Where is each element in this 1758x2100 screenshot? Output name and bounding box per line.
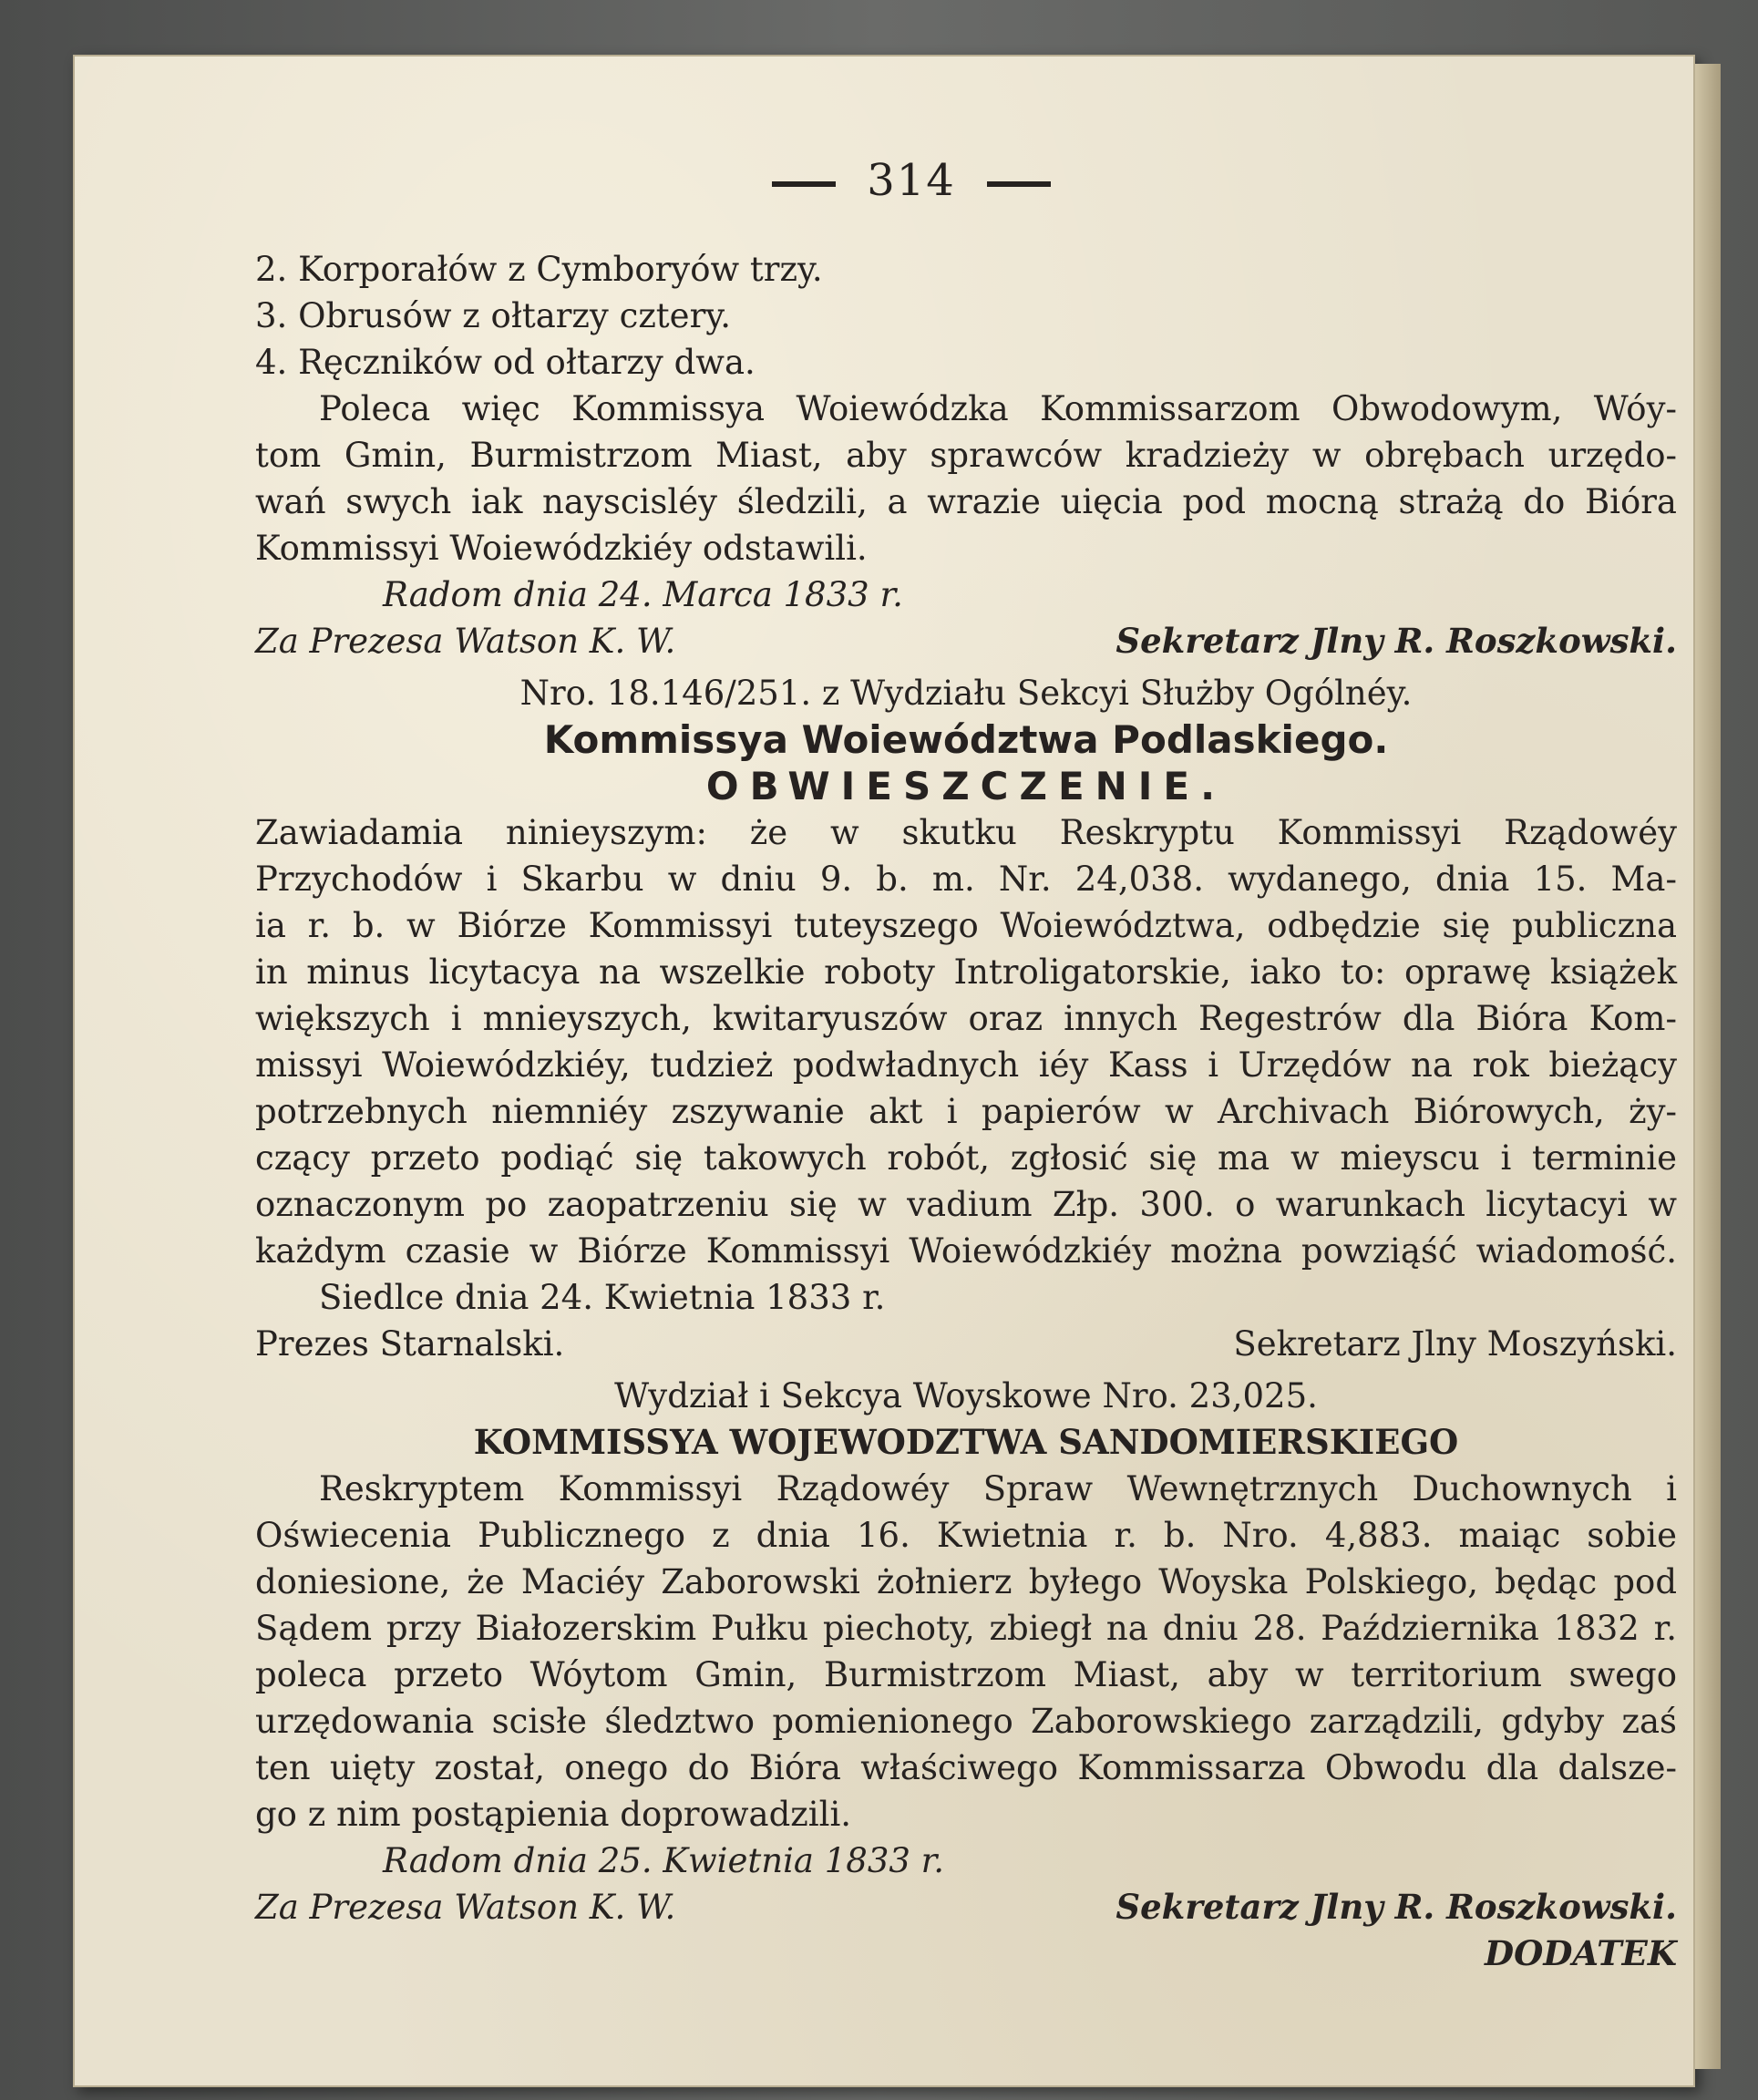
catchword: DODATEK (1485, 1933, 1677, 1973)
page-text (255, 118, 1677, 1977)
signature-right: Sekretarz Jlny R. Roszkowski. (1115, 621, 1677, 661)
list-item: 3. Obrusów z ołtarzy cztery. (255, 296, 732, 335)
folio-dash-right (987, 181, 1051, 187)
paragraph-line: doniesione, że Maciéy Zaborowski żołnierz byłego Woyska Polskiego, będąc pod (255, 1562, 1677, 1601)
paragraph-line: każdym czasie w Biórze Kommissyi Woiewódzkiéy można powziąść wiadomość. (255, 1231, 1677, 1271)
paragraph-line: oznaczonym po zaopatrzeniu się w vadium Złp. 300. o warunkach licytacyi w (255, 1185, 1677, 1224)
signature-left: Prezes Starnalski. (255, 1324, 565, 1364)
paragraph-line: missyi Woiewódzkiéy, tudzież podwładnych iéy Kass i Urzędów na rok bieżący (255, 1045, 1677, 1085)
paragraph-line: Kommissyi Woiewódzkiéy odstawili. (255, 529, 868, 568)
paragraph-line: urzędowania scisłe śledztwo pomienionego Zaborowskiego zarządzili, gdyby zaś (255, 1702, 1677, 1741)
page-number: 314 (255, 155, 1677, 206)
signatures (255, 618, 1677, 664)
paragraph-line: Przychodów i Skarbu w dniu 9. b. m. Nr. 24,038. wydanego, dnia 15. Ma- (255, 860, 1677, 899)
paragraph-line: większych i mnieyszych, kwitaryuszów oraz innych Regestrów dla Bióra Kom- (255, 999, 1677, 1038)
paragraph-line: tom Gmin, Burmistrzom Miast, aby sprawców kradzieży w obrębach urzędo- (255, 436, 1677, 475)
signature-left: Za Prezesa Watson K. W. (255, 1888, 676, 1927)
notice-3 (255, 1373, 1677, 1977)
paragraph-line: in minus licytacya na wszelkie roboty Introligatorskie, iako to: oprawę książek (255, 952, 1677, 992)
notice-authority: KOMMISSYA WOJEWODZTWA SANDOMIERSKIEGO (473, 1422, 1459, 1462)
page-edge (1695, 64, 1721, 2069)
paragraph-line: poleca przeto Wóytom Gmin, Burmistrzom Miast, aby w territorium swego (255, 1655, 1677, 1694)
paragraph-line: ia r. b. w Biórze Kommissyi tuteyszego Woiewództwa, odbędzie się publiczna (255, 906, 1677, 945)
list-item: 2. Korporałów z Cymboryów trzy. (255, 250, 823, 289)
paragraph-line: ten uięty został, onego do Bióra właściwego Kommissarza Obwodu dla dalsze- (255, 1748, 1677, 1787)
signatures (255, 1884, 1677, 1930)
notice-heading: OBWIESZCZENIE. (705, 764, 1227, 808)
paragraph-line: go z nim postąpienia doprowadzili. (255, 1795, 852, 1834)
paragraph-line: Zawiadamia ninieyszym: że w skutku Reskryptu Kommissyi Rządowéy (255, 813, 1677, 852)
notice-date: Siedlce dnia 24. Kwietnia 1833 r. (319, 1278, 886, 1317)
book-page (73, 55, 1695, 2087)
notice-date: Radom dnia 24. Marca 1833 r. (383, 575, 903, 614)
signatures (255, 1321, 1677, 1367)
paragraph-line: wań swych iak nayscisléy śledzili, a wrazie uięcia pod mocną strażą do Bióra (255, 482, 1677, 521)
folio-dash-left (772, 181, 836, 187)
notice-reference: Nro. 18.146/251. z Wydziału Sekcyi Służby Ogólnéy. (519, 674, 1413, 713)
notice-2 (255, 670, 1677, 1367)
paragraph-line: Oświecenia Publicznego z dnia 16. Kwietnia r. b. Nro. 4,883. maiąc sobie (255, 1516, 1677, 1555)
paragraph-line: czący przeto podiąć się takowych robót, zgłosić się ma w mieyscu i terminie (255, 1138, 1677, 1178)
list (255, 246, 1677, 386)
notice-authority: Kommissya Woiewództwa Podlaskiego. (543, 717, 1389, 762)
paragraph-line: Reskryptem Kommissyi Rządowéy Spraw Wewnętrznych Duchownych i (319, 1469, 1677, 1508)
notice-reference: Wydział i Sekcya Woyskowe Nro. 23,025. (614, 1376, 1318, 1415)
paragraph-line: Sądem przy Białozerskim Pułku piechoty, zbiegł na dniu 28. Października 1832 r. (255, 1609, 1677, 1648)
notice-date: Radom dnia 25. Kwietnia 1833 r. (383, 1841, 945, 1880)
paragraph-line: potrzebnych niemniéy zszywanie akt i papierów w Archivach Biórowych, ży- (255, 1092, 1677, 1131)
notice-1 (255, 386, 1677, 664)
signature-left: Za Prezesa Watson K. W. (255, 622, 676, 661)
signature-right: Sekretarz Jlny Moszyński. (1233, 1324, 1677, 1364)
list-item: 4. Ręczników od ołtarzy dwa. (255, 343, 756, 382)
signature-right: Sekretarz Jlny R. Roszkowski. (1115, 1887, 1677, 1927)
paragraph-line: Poleca więc Kommissya Woiewódzka Kommissarzom Obwodowym, Wóy- (319, 389, 1677, 428)
